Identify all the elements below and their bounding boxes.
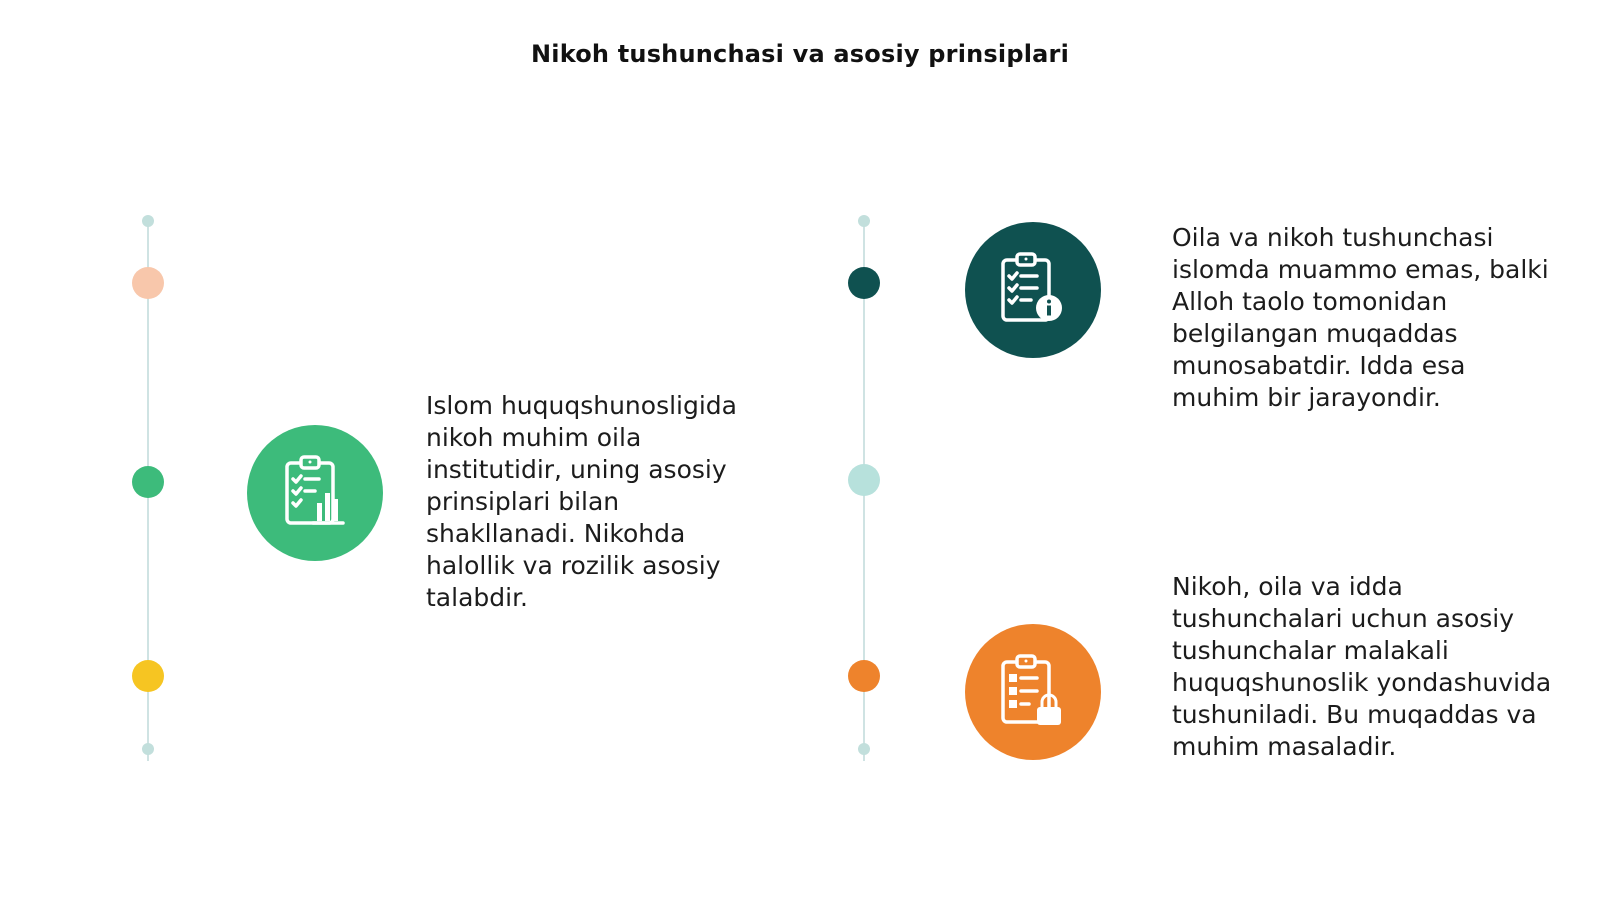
timeline-end-dot (142, 743, 154, 755)
item-1-text: Islom huquqshunosligida nikoh muhim oila institutidir, uning asosiy prinsiplari bilan shakllanadi. Nikohda halollik va rozilik asosiy talabdir. (426, 391, 737, 612)
timeline-node-teal (848, 267, 880, 299)
clipboard-info-icon (991, 248, 1075, 332)
clipboard-lock-icon (991, 650, 1075, 734)
timeline-start-dot (142, 215, 154, 227)
item-2-text: Oila va nikoh tushunchasi islomda muammo emas, balki Alloh taolo tomonidan belgilangan muqaddas munosabatdir. Idda esa muhim bir jarayondir. (1172, 223, 1549, 412)
item-1-icon-circle (247, 425, 383, 561)
timeline-start-dot (858, 215, 870, 227)
right-timeline (844, 215, 884, 767)
page-title: Nikoh tushunchasi va asosiy prinsiplari (530, 40, 1069, 68)
item-3-text: Nikoh, oila va idda tushunchalari uchun asosiy tushunchalar malakali huquqshunoslik yondashuvida tushuniladi. Bu muqaddas va muhim masaladir. (1172, 572, 1552, 761)
timeline-node-mint (848, 464, 880, 496)
timeline-node-peach (132, 267, 164, 299)
item-3-icon-circle (965, 624, 1101, 760)
item-2-icon-circle (965, 222, 1101, 358)
timeline-node-orange (848, 660, 880, 692)
timeline-node-yellow (132, 660, 164, 692)
clipboard-chart-icon (273, 451, 357, 535)
left-timeline (128, 215, 168, 767)
timeline-node-green (132, 466, 164, 498)
timeline-end-dot (858, 743, 870, 755)
